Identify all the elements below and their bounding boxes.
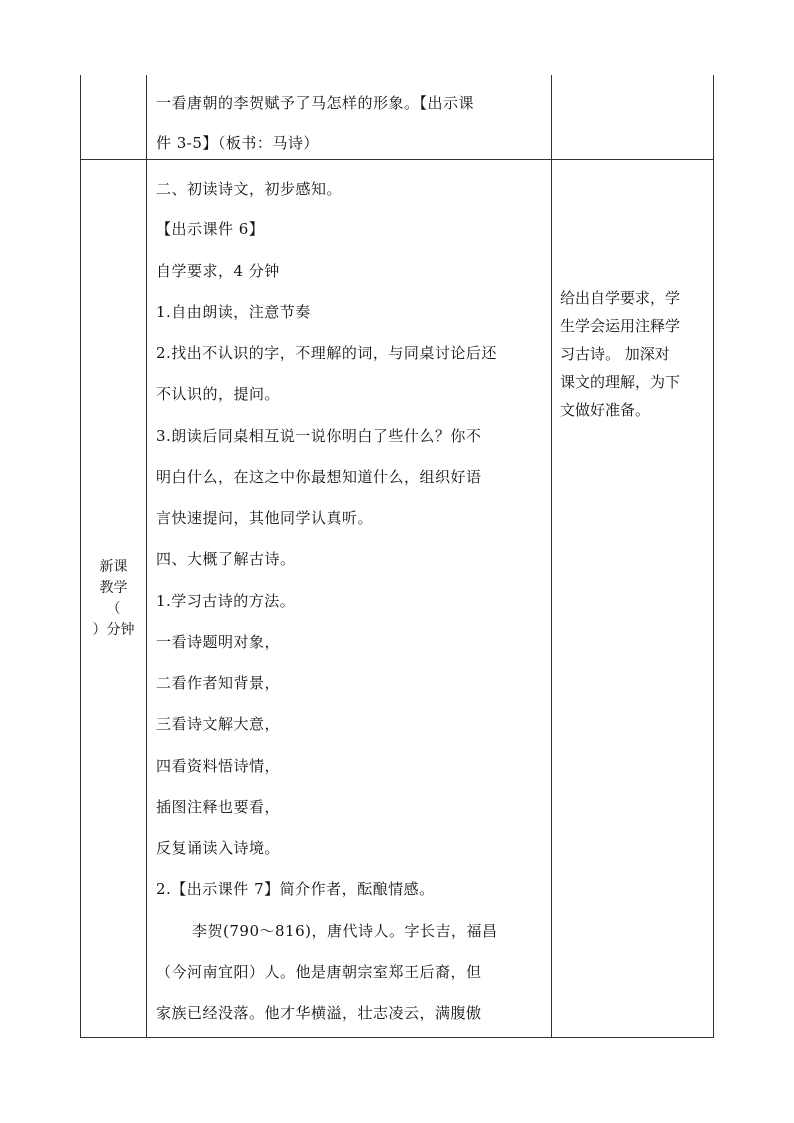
table-border-right [713,75,714,1038]
top-row-line-2: 件 3-5】（板书：马诗） [156,134,319,152]
section-label-line-4: ）分钟 [92,622,135,638]
content-line: 一看诗题明对象， [156,633,281,651]
content-line: 二看作者知背景， [156,674,281,692]
section-label [83,557,145,641]
column-divider-1 [146,75,147,1038]
section-label-line-2: 教学 [99,580,128,596]
content-line: 二、初读诗文，初步感知。 [156,180,343,198]
section-label-cell [81,160,146,1038]
note-line-2: 生学会运用注释学 [560,317,681,335]
content-line: 四看资料悟诗情， [156,757,281,775]
column-divider-2 [551,75,552,1038]
content-line: 三看诗文解大意， [156,715,281,733]
content-line: 【出示课件 6】 [156,220,265,238]
content-line: 四、大概了解古诗。 [156,550,296,568]
content-line: 3.朗读后同桌相互说一说你明白了些什么？你不 [156,427,482,445]
content-line: 反复诵读入诗境。 [156,839,281,857]
content-line: 1.学习古诗的方法。 [156,592,296,610]
design-intent-note [560,284,712,424]
content-line: 李贺(790～816)，唐代诗人。字长吉，福昌 [192,922,498,940]
section-label-line-3: （ [106,601,121,617]
note-line-4: 课文的理解，为下 [560,373,681,391]
table-border-bottom [80,1037,714,1038]
section-label-line-1: 新课 [99,559,128,575]
note-line-3: 习古诗。 加深对 [560,345,670,363]
content-line: 1.自由朗读，注意节奏 [156,303,311,321]
note-line-1: 给出自学要求，学 [560,289,681,307]
content-line: 2.找出不认识的字，不理解的词，与同桌讨论后还 [156,344,497,362]
content-line: 2.【出示课件 7】简介作者，酝酿情感。 [156,880,435,898]
content-line: 不认识的，提问。 [156,385,281,403]
note-line-5: 文做好准备。 [560,401,651,419]
content-line: 言快速提问，其他同学认真听。 [156,509,374,527]
content-line: 明白什么，在这之中你最想知道什么，组织好语 [156,468,482,486]
row-divider [80,159,714,160]
content-line: 自学要求，4 分钟 [156,262,280,280]
content-line: 插图注释也要看， [156,798,281,816]
content-line: （今河南宜阳）人。他是唐朝宗室郑王后裔，但 [156,963,482,981]
top-row-line-1: 一看唐朝的李贺赋予了马怎样的形象。【出示课 [156,94,475,112]
content-line: 家族已经没落。他才华横溢，壮志凌云，满腹傲 [156,1004,482,1022]
